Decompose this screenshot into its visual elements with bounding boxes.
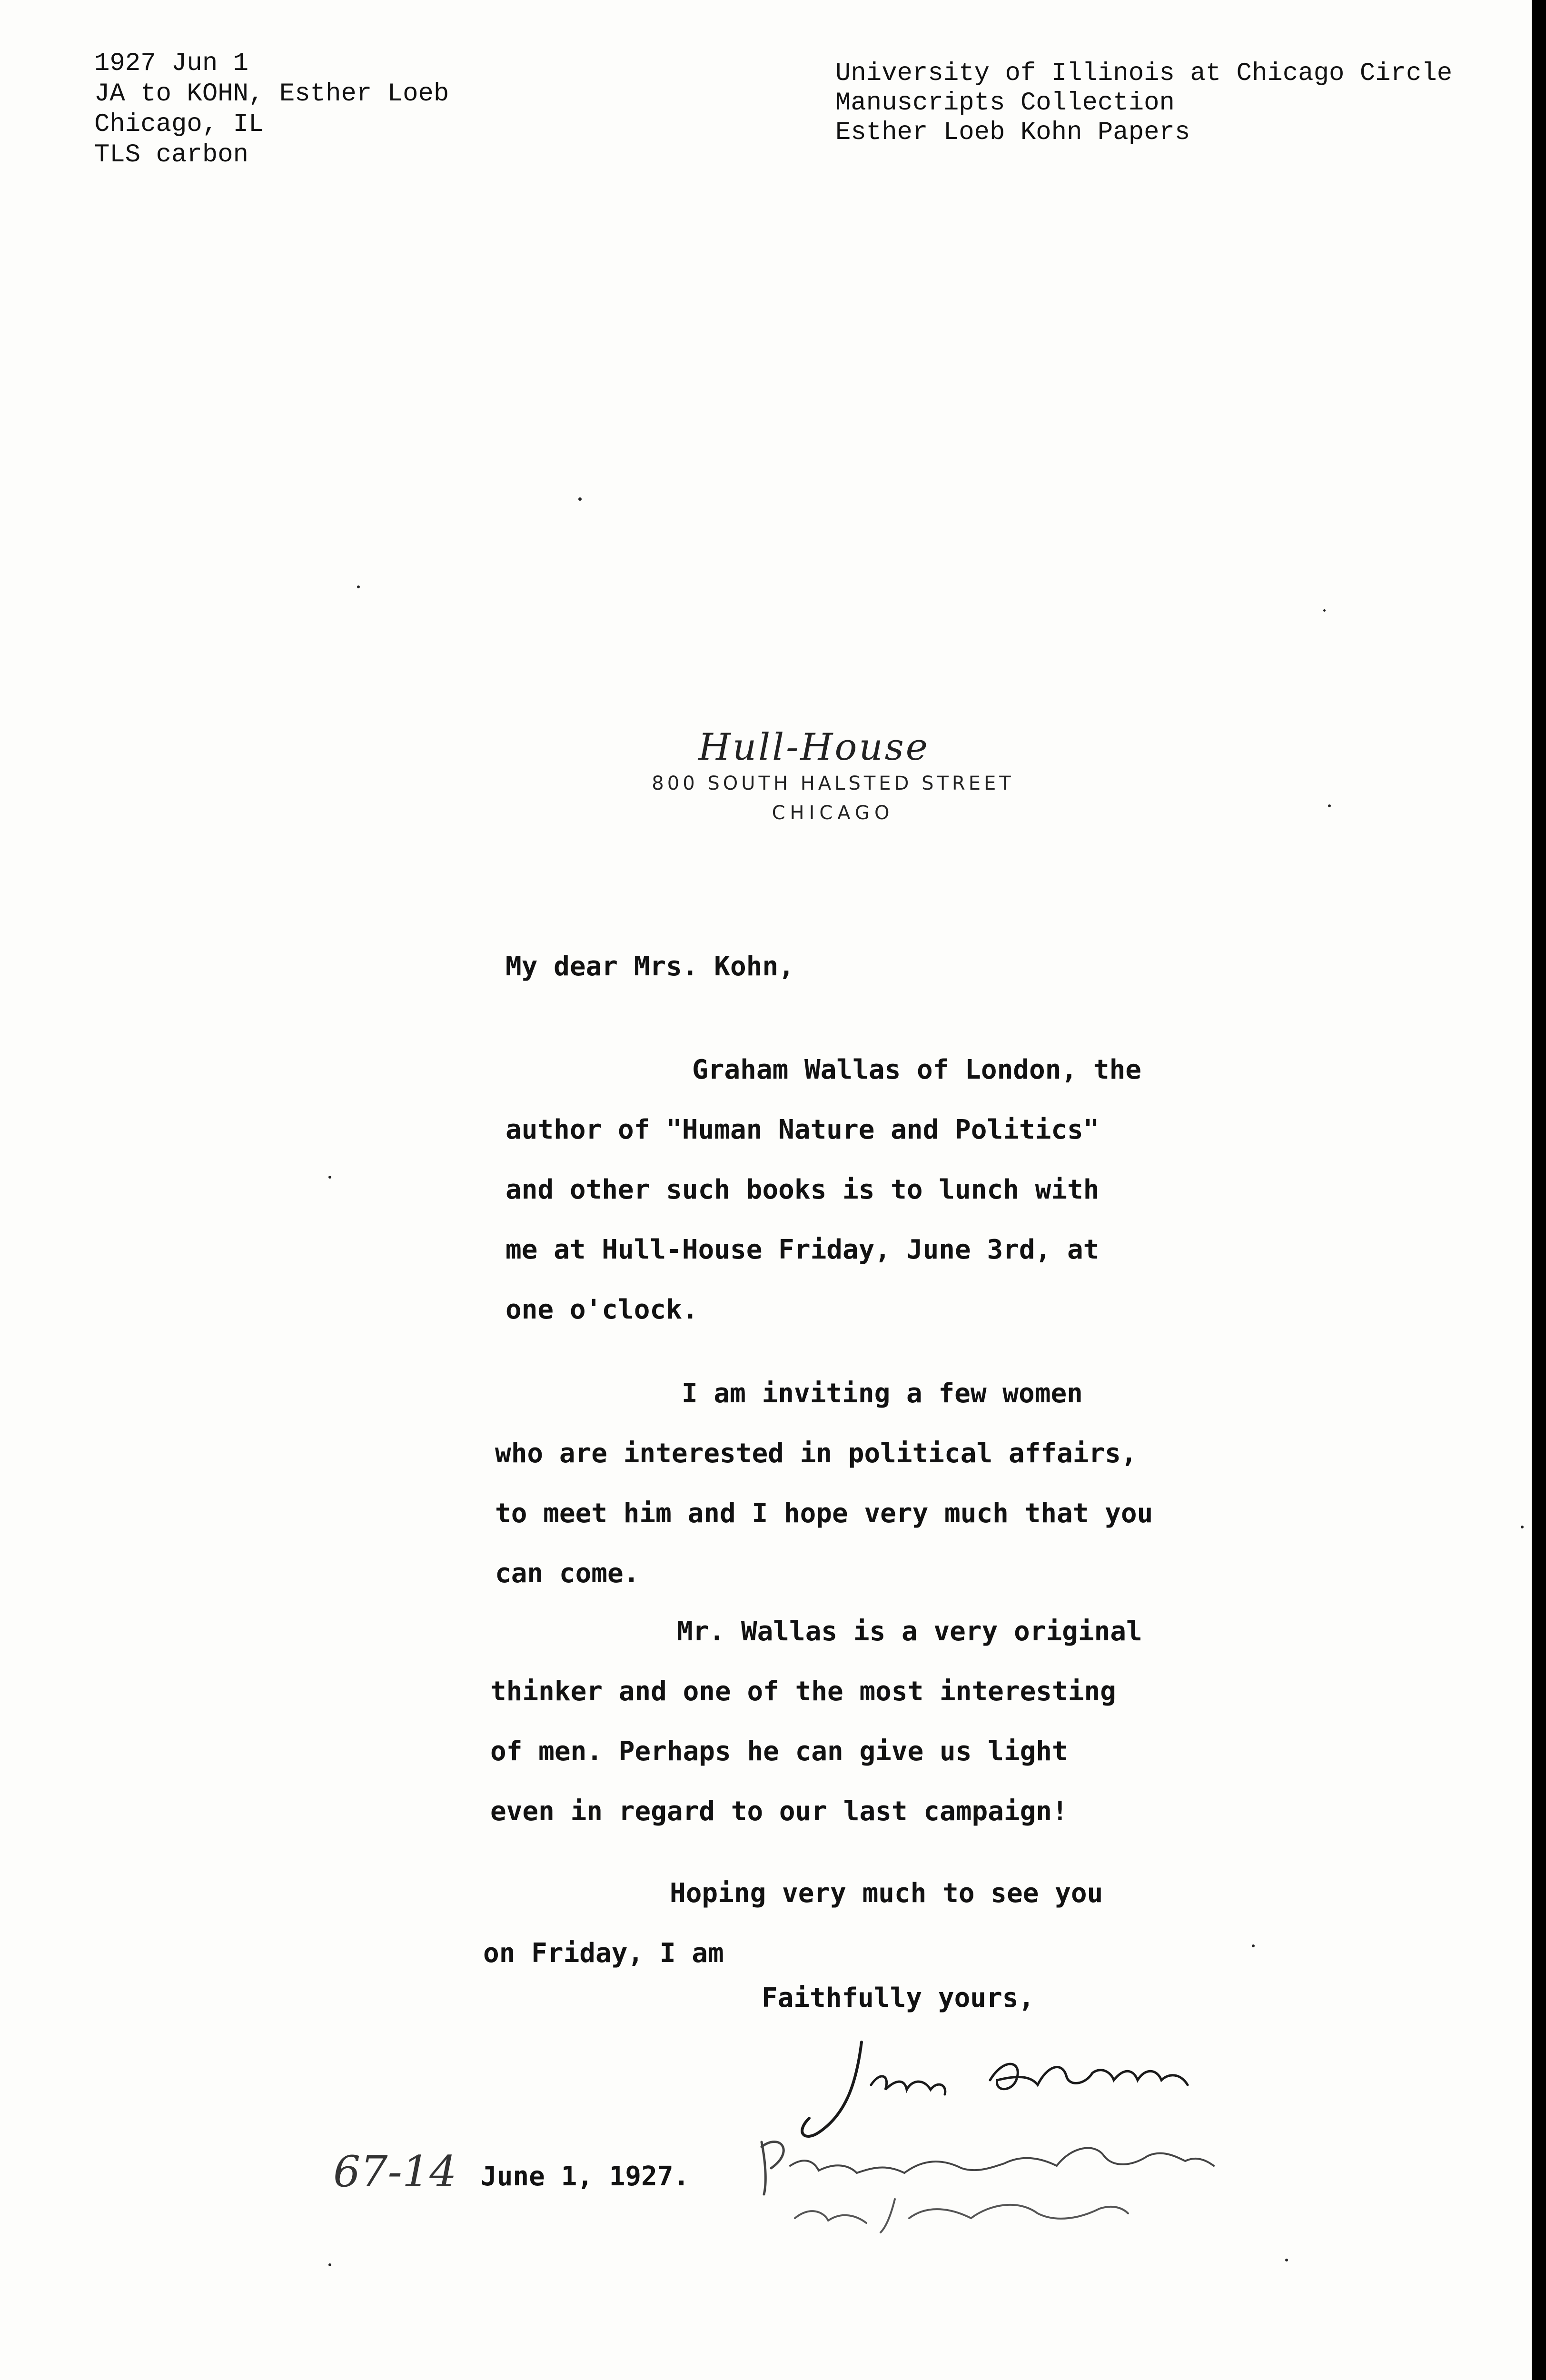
page-speck [328,1176,331,1179]
paragraph-line: Hoping very much to see you [670,1878,1103,1909]
archive-header-right [835,59,1452,148]
archive-date: 1927 Jun 1 [94,49,249,78]
letter-date: June 1, 1927. [481,2161,690,2192]
archive-header-left [94,49,449,170]
archive-collection: Manuscripts Collection [835,89,1175,118]
page-speck [1252,1944,1255,1947]
paragraph-line: I am inviting a few women [682,1378,1083,1409]
page-speck [1521,1526,1524,1528]
paragraph-line: me at Hull-House Friday, June 3rd, at [505,1234,1100,1265]
salutation: My dear Mrs. Kohn, [505,951,794,982]
paragraph-line: of men. Perhaps he can give us light [490,1736,1068,1767]
page-speck [328,2263,331,2266]
scan-border [1532,0,1546,2380]
page-speck [578,497,582,501]
paragraph-4 [483,1864,1103,1983]
letterhead-city: CHICAGO [772,802,894,824]
paragraph-line: one o'clock. [505,1294,698,1325]
paragraph-line: who are interested in political affairs, [495,1438,1137,1469]
archive-place: Chicago, IL [94,110,264,139]
paragraph-line: even in regard to our last campaign! [490,1796,1068,1827]
letterhead-street: 800 SOUTH HALSTED STREET [652,773,1014,794]
page-speck [1328,804,1331,807]
archive-annotation: 67-14 [333,2147,457,2197]
page-speck [357,585,360,588]
archive-doc-type: TLS carbon [94,140,249,169]
paragraph-line: on Friday, I am [483,1938,724,1969]
handwritten-note-icon [752,2128,1285,2247]
paragraph-2 [495,1364,1153,1604]
page-speck [1323,609,1326,612]
paragraph-line: can come. [495,1558,640,1589]
closing: Faithfully yours, [762,1983,1035,2013]
letterhead [524,726,1142,828]
archive-papers: Esther Loeb Kohn Papers [835,118,1190,147]
page-speck [1285,2259,1288,2261]
paragraph-line: to meet him and I hope very much that you [495,1498,1153,1529]
paragraph-line: author of "Human Nature and Politics" [505,1114,1100,1145]
paragraph-3 [490,1602,1142,1842]
archive-correspondents: JA to KOHN, Esther Loeb [94,79,449,109]
paragraph-line: thinker and one of the most interesting [490,1676,1116,1707]
paragraph-line: Graham Wallas of London, the [692,1054,1142,1085]
paragraph-line: Mr. Wallas is a very original [677,1616,1142,1647]
paragraph-line: and other such books is to lunch with [505,1174,1100,1205]
letterhead-name: Hull-House [698,726,930,769]
archive-institution: University of Illinois at Chicago Circle [835,59,1453,88]
paragraph-1 [505,1040,1141,1340]
